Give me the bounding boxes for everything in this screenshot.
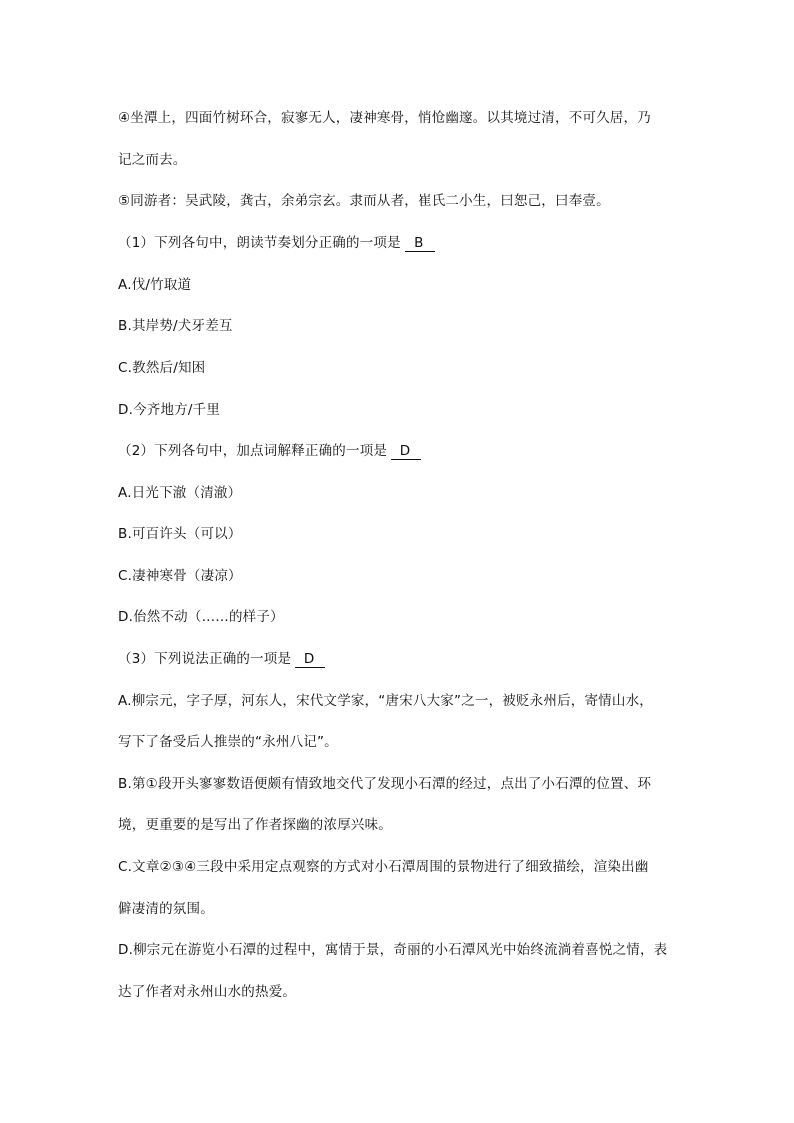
question-1-answer: B	[405, 235, 435, 252]
question-1-option-b: B.其岸势/犬牙差互	[118, 318, 233, 334]
question-3-option-d-line-2: 达了作者对永州山水的热爱。	[118, 984, 297, 1000]
question-3-prompt	[118, 649, 688, 669]
question-3-option-c-line-2: 僻凄清的氛围。	[118, 901, 214, 917]
question-3-option-d-line-1: D.柳宗元在游览小石潭的过程中，寓情于景，奇丽的小石潭风光中始终流淌着喜悦之情，表	[118, 942, 668, 958]
question-3-option-b-line-2: 境，更重要的是写出了作者探幽的浓厚兴味。	[118, 817, 392, 833]
question-3-option-a-line-2: 写下了备受后人推崇的“永州八记”。	[118, 734, 338, 750]
question-3-option-a-line-1: A.柳宗元，字子厚，河东人，宋代文学家，“唐宋八大家”之一，被贬永州后，寄情山水，	[118, 693, 653, 709]
question-1-text: （1）下列各句中，朗读节奏划分正确的一项是	[118, 235, 401, 251]
question-2-option-b: B.可百许头（可以）	[118, 526, 242, 542]
question-1-prompt	[118, 233, 688, 253]
question-2-option-d: D.佁然不动（……的样子）	[118, 609, 284, 625]
question-1-option-a: A.伐/竹取道	[118, 277, 192, 293]
passage-paragraph-4-line-1: ④坐潭上，四面竹树环合，寂寥无人，凄神寒骨，悄怆幽邃。以其境过清，不可久居，乃	[118, 110, 651, 126]
question-3-text: （3）下列说法正确的一项是	[118, 651, 292, 667]
passage-paragraph-5: ⑤同游者：吴武陵，龚古，余弟宗玄。隶而从者，崔氏二小生，曰恕己，曰奉壹。	[118, 193, 610, 209]
question-2-text: （2）下列各句中，加点词解释正确的一项是	[118, 443, 388, 459]
passage-paragraph-4-line-2: 记之而去。	[118, 152, 187, 168]
question-2-option-c: C.凄神寒骨（凄凉）	[118, 568, 242, 584]
question-3-answer: D	[295, 651, 325, 668]
question-1-option-d: D.今齐地方/千里	[118, 402, 221, 418]
question-2-prompt	[118, 441, 688, 461]
question-3-option-b-line-1: B.第①段开头寥寥数语便颇有情致地交代了发现小石潭的经过，点出了小石潭的位置、环	[118, 776, 652, 792]
question-2-answer: D	[391, 443, 421, 460]
question-3-option-c-line-1: C.文章②③④三段中采用定点观察的方式对小石潭周围的景物进行了细致描绘，渲染出幽	[118, 859, 649, 875]
question-1-option-c: C.教然后/知困	[118, 360, 206, 376]
question-2-option-a: A.日光下澈（清澈）	[118, 485, 242, 501]
